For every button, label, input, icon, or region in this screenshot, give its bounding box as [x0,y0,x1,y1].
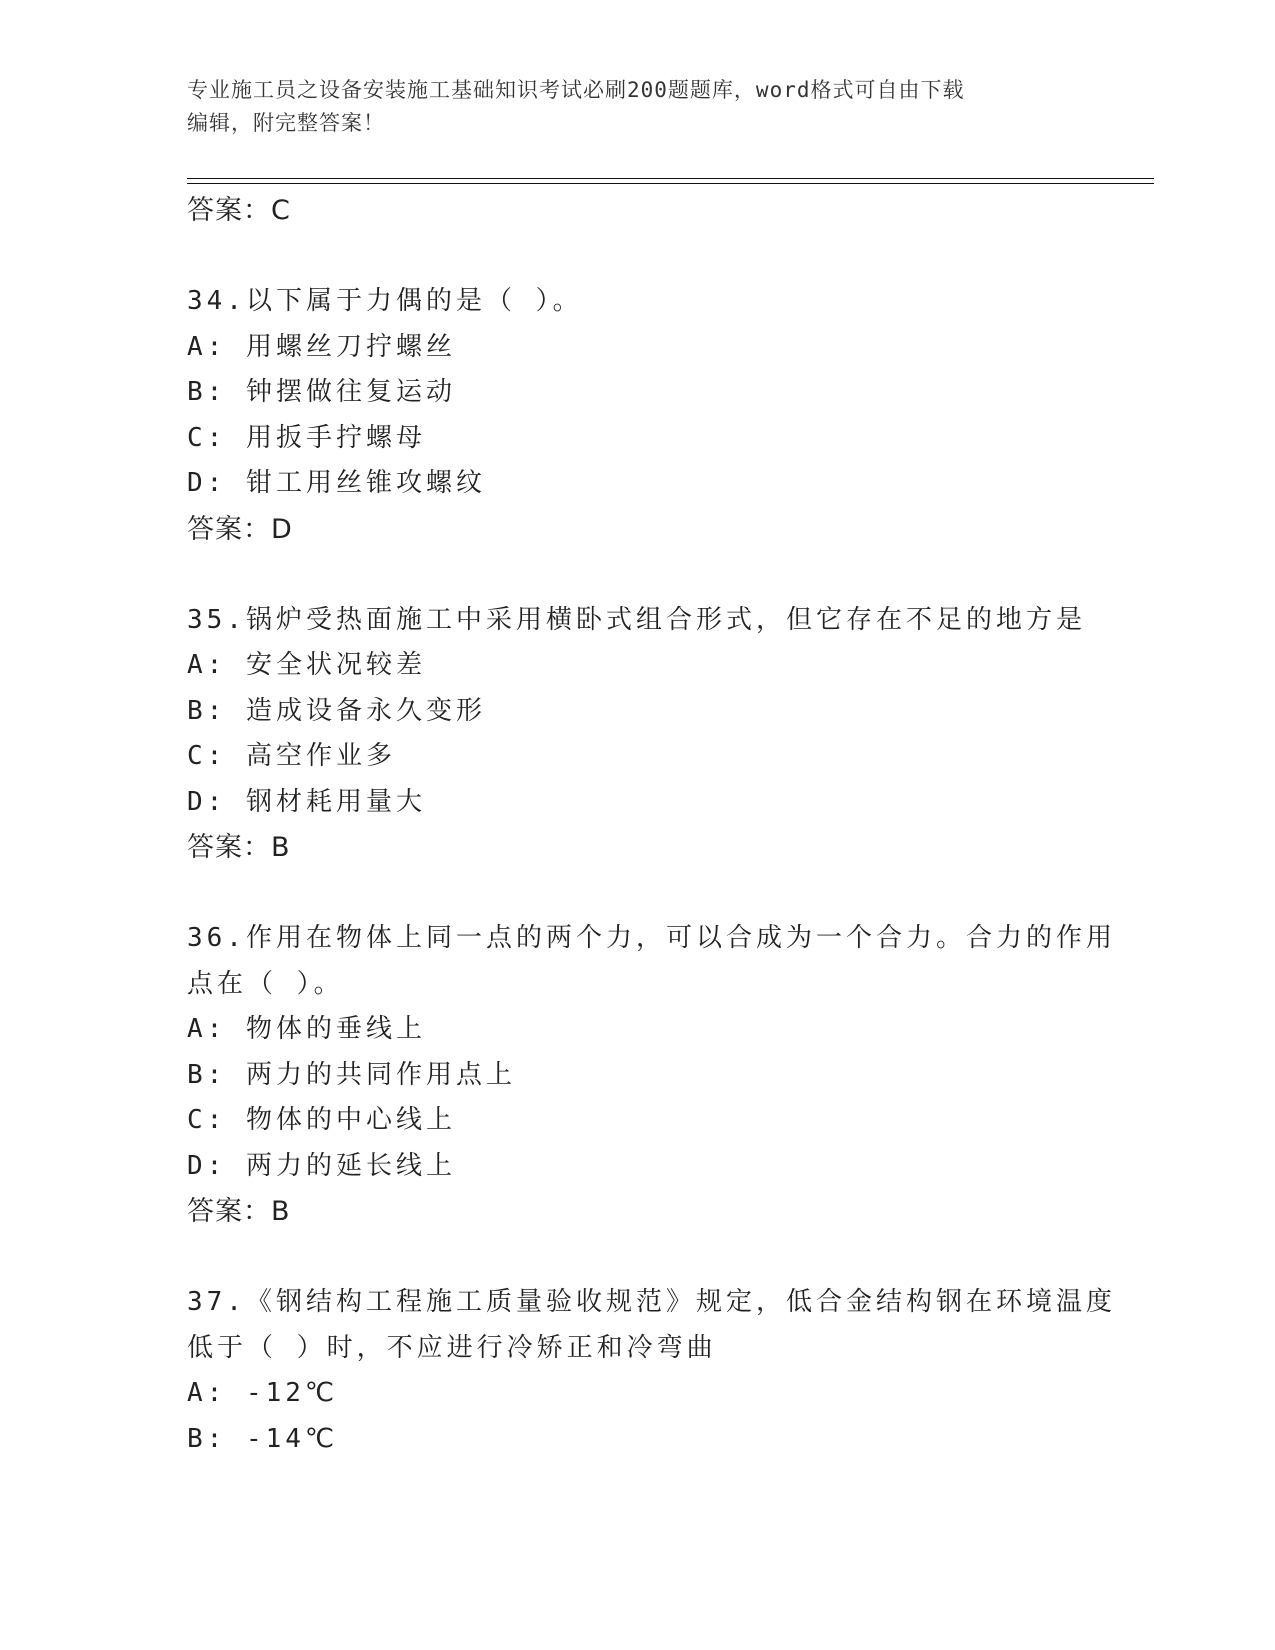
spacer [187,1235,1087,1281]
question-34 [187,279,1087,552]
answer: 答案：D [187,513,293,545]
option-c: C: 用扳手拧螺母 [187,422,426,453]
previous-answer: 答案：C [187,195,291,226]
option-b: B: -14℃ [187,1423,339,1454]
question-stem-continued: 点在（ ）。 [187,968,344,999]
option-c: C: 高空作业多 [187,741,396,771]
option-a: A: -12℃ [187,1378,339,1408]
question-stem: 35.锅炉受热面施工中采用横卧式组合形式，但它存在不足的地方是 [187,604,1086,635]
document-body [187,188,1116,1462]
option-d: D: 钢材耗用量大 [187,786,426,817]
header-divider-bottom [187,183,1154,184]
option-c: C: 物体的中心线上 [187,1105,456,1135]
question-37 [187,1280,1116,1462]
option-d: D: 钳工用丝锥攻螺纹 [187,468,486,498]
header-line-2: 编辑，附完整答案！ [187,111,385,135]
answer: 答案：B [187,1196,291,1227]
option-d: D: 两力的延长线上 [187,1150,456,1181]
document-header [187,74,1067,140]
option-a: A: 安全状况较差 [187,650,426,680]
header-line-1: 专业施工员之设备安装施工基础知识考试必刷200题题库，word格式可自由下载 [187,78,965,102]
question-36 [187,916,1116,1235]
option-b: B: 钟摆做往复运动 [187,377,456,407]
option-a: A: 用螺丝刀拧螺丝 [187,331,456,362]
spacer [187,552,1087,598]
header-divider-top [187,178,1154,179]
question-stem: 37.《钢结构工程施工质量验收规范》规定，低合金结构钢在环境温度 [187,1287,1116,1317]
question-35 [187,598,1087,871]
spacer [187,871,1087,917]
question-stem: 36.作用在物体上同一点的两个力，可以合成为一个合力。合力的作用 [187,923,1116,953]
answer: 答案：B [187,832,291,863]
option-a: A: 物体的垂线上 [187,1014,426,1044]
option-b: B: 两力的共同作用点上 [187,1059,516,1090]
question-stem: 34.以下属于力偶的是（ ）。 [187,286,583,316]
question-stem-continued: 低于（ ）时，不应进行冷矫正和冷弯曲 [187,1332,717,1363]
spacer [187,234,1087,280]
option-b: B: 造成设备永久变形 [187,695,486,726]
